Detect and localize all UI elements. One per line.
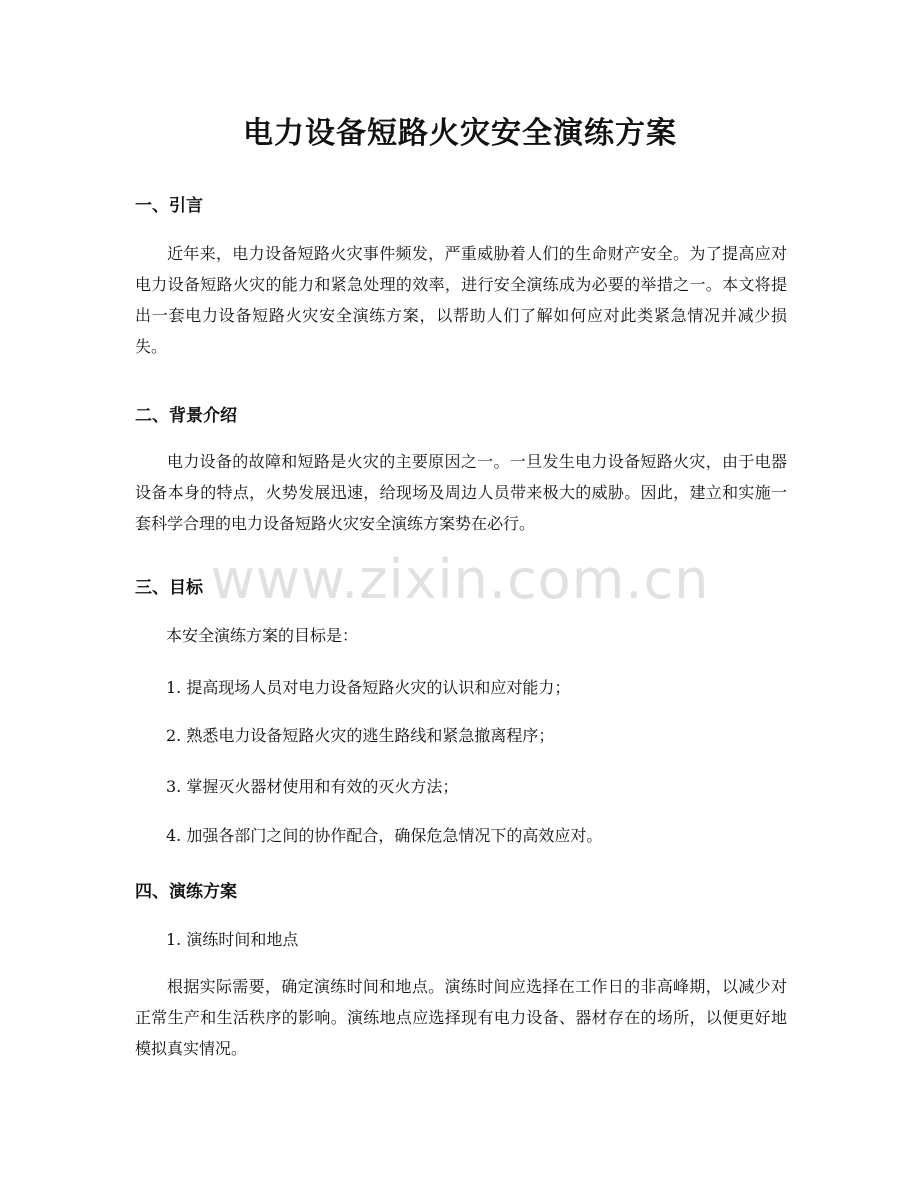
- goal-item: 4. 加强各部门之间的协作配合，确保危急情况下的高效应对。: [166, 826, 603, 845]
- intro-paragraph: 近年来，电力设备短路火灾事件频发，严重威胁着人们的生命财产安全。为了提高应对电力设备短路火灾的能力和紧急处理的效率，进行安全演练成为必要的举措之一。本文将提出一套电力设备短路火灾安全演练方案，以帮助人们了解如何应对此类紧急情况并减少损失。: [135, 244, 787, 356]
- plan-paragraph: 根据实际需要，确定演练时间和地点。演练时间应选择在工作日的非高峰期，以减少对正常生产和生活秩序的影响。演练地点应选择现有电力设备、器材存在的场所，以便更好地模拟真实情况。: [135, 977, 787, 1058]
- goals-lead-text: 本安全演练方案的目标是：: [166, 626, 359, 645]
- goal-item: 1. 提高现场人员对电力设备短路火灾的认识和应对能力；: [166, 678, 571, 697]
- plan-subheading: 1. 演练时间和地点: [166, 930, 299, 949]
- background-paragraph: 电力设备的故障和短路是火灾的主要原因之一。一旦发生电力设备短路火灾，由于电器设备本身的特点，火势发展迅速，给现场及周边人员带来极大的威胁。因此，建立和实施一套科学合理的电力设备短路火灾安全演练方案势在必行。: [135, 452, 787, 533]
- section-heading-intro: 一、引言: [135, 196, 203, 216]
- goal-item: 2. 熟悉电力设备短路火灾的逃生路线和紧急撤离程序；: [166, 726, 555, 745]
- document-title: 电力设备短路火灾安全演练方案: [243, 116, 677, 151]
- watermark-text: www.zixin.com.cn: [210, 548, 710, 611]
- section-heading-background: 二、背景介绍: [135, 406, 237, 426]
- section-heading-goals: 三、目标: [135, 578, 203, 598]
- goal-item: 3. 掌握灭火器材使用和有效的灭火方法；: [166, 777, 459, 796]
- section-heading-plan: 四、演练方案: [135, 882, 237, 902]
